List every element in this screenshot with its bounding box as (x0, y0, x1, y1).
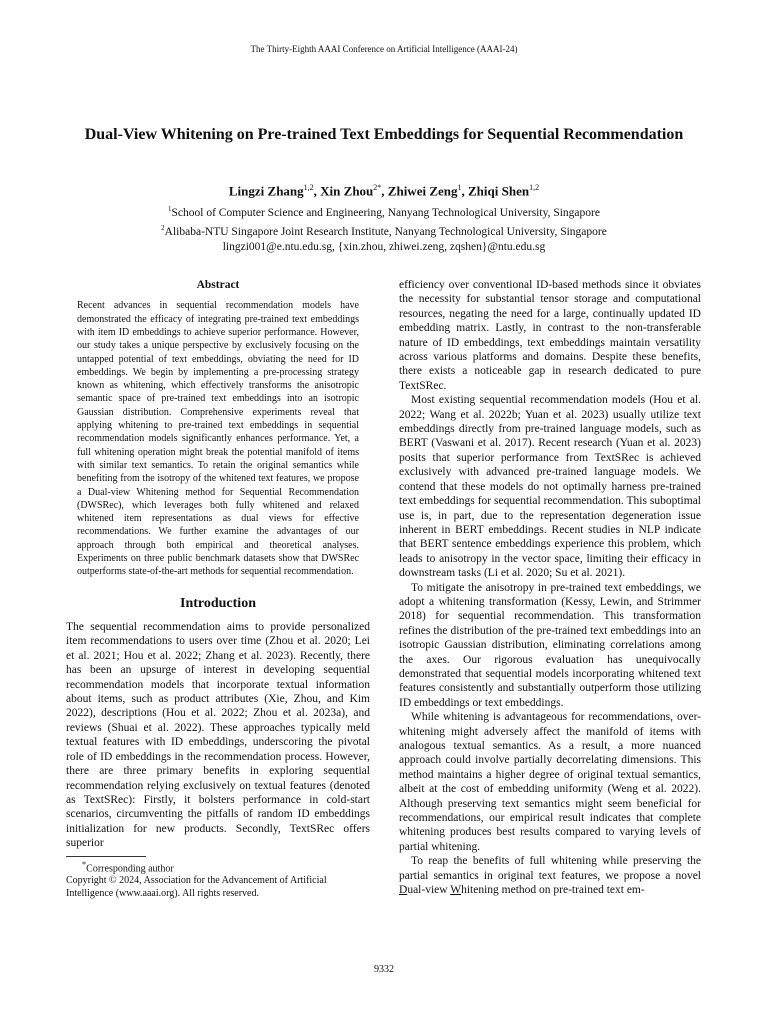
left-column (66, 278, 370, 900)
affiliation-1: $^1$School of Computer Science and Engineering, Nanyang Technological University, Singapore (168, 205, 600, 219)
affiliation-2: $^2$Alibaba-NTU Singapore Joint Research Institute, Nanyang Technological University, Singapore (161, 223, 607, 238)
footnote (66, 859, 370, 901)
intro-paragraph: To reap the benefits of full whitening while preserving the partial semantics in original text features, we propose a novel Dual-view Whitening method on pre-trained text em- (399, 855, 701, 897)
author-list: Lingzi Zhang$^{1,2}$, Xin Zhou$^{2*}$, Zhiwei Zeng$^1$, Zhiqi Shen$^{1,2}$ (228, 183, 540, 199)
intro-paragraph: Most existing sequential recommendation models (Hou et al. 2022; Wang et al. 2022b; Yuan et al. 2023) usually utilize text embeddings directly from pre-trained language models, such as BERT (Vaswani et al. 2017). Recent research (Yuan et al. 2023) posits that superior performance from TextSRec is achieved exclusively with advanced pre-trained language models. We contend that these models do not optimally harness pre-trained text embeddings for sequential recommendation. This suboptimal use is, in part, due to the representation degeneration issue inherent in BERT embeddings. Recent studies in NLP indicate that BERT sentence embeddings experience this problem, which leads to anisotropy in the vector space, limiting their efficacy in downstream tasks (Li et al. 2020; Su et al. 2021). (399, 394, 701, 580)
right-column (399, 278, 701, 897)
author-name: Zhiqi Shen (468, 183, 530, 199)
intro-paragraph: The sequential recommendation aims to provide personalized item recommendations to users over time (Zhou et al. 2020; Lei et al. 2021; Hou et al. 2022; Zhang et al. 2023). Recently, there has been an upsurge of interest in developing sequential recommendation models that incorporate textual information about items, such as product attributes (Xie, Zhou, and Kim 2022), descriptions (Hou et al. 2022; Zhou et al. 2023a), and reviews (Shuai et al. 2022). These approaches typically meld textual features with ID embeddings, underscoring the pivotal role of ID embeddings in the recommendation process. However, there are three primary benefits in exploring sequential recommendation relying exclusively on textual features (denoted as TextSRec): Firstly, it bolsters performance in cold-start scenarios, circumventing the pitfalls of random ID embeddings initialization for new products. Secondly, TextSRec offers superior (66, 621, 370, 850)
affiliations (0, 202, 768, 255)
abstract-text: Recent advances in sequential recommendation models have demonstrated the efficacy of integrating pre-trained text embeddings with item ID embeddings to achieve superior performance. However, our study takes a unique perspective by exclusively focusing on the untapped potential of text embeddings, obviating the need for ID embeddings. We begin by implementing a pre-processing strategy known as whitening, which effectively transforms the anisotropic semantic space of pre-trained text embeddings into an isotropic Gaussian distribution. Comprehensive experiments reveal that applying whitening to pre-trained text embeddings in sequential recommendation models significantly enhances performance. Yet, a full whitening operation might break the potential manifold of items with similar text semantics. To retain the original semantics while benefiting from the isotropy of the whitened text features, we propose a Dual-view Whitening method for Sequential Recommendation (DWSRec), which leverages both fully whitened and relaxed whitened item representations as dual views for effective recommendations. We further examine the advantages of our approach through both empirical and theoretical analyses. Experiments on three public benchmark datasets show that DWSRec outperforms state-of-the-art methods for sequential recommendation. (77, 300, 359, 578)
intro-paragraph: efficiency over conventional ID-based methods since it obviates the necessity for substantial tensor storage and computational resources, negating the need for a large, continually updated ID embedding matrix. Lastly, in contrast to the non-transferable nature of ID embeddings, text embeddings maintain versatility across various platforms and domains. Despite these benefits, there exists a noticeable gap in research dedicated to pure TextSRec. (399, 279, 701, 392)
conference-header: The Thirty-Eighth AAAI Conference on Artificial Intelligence (AAAI-24) (250, 44, 518, 54)
introduction-heading: Introduction (180, 595, 256, 611)
corresponding-author-note: *Corresponding author (82, 859, 174, 874)
author-affil-mark: 1 (457, 183, 462, 192)
intro-paragraph: To mitigate the anisotropy in pre-trained text embeddings, we adopt a whitening transformation (Kessy, Lewin, and Strimmer 2018) for sequential recommendation. This transformation refines the distribution of the pre-trained text embeddings into an isotropic Gaussian distribution, eliminating correlations among the axes. Our rigorous evaluation has unequivocally demonstrated that sequential models incorporating whitened text features consistently and substantially outperform those utilizing ID embeddings or text embeddings. (399, 581, 701, 709)
copyright-notice: Copyright © 2024, Association for the Advancement of Artificial Intelligence (www.aaai.org). All rights reserved. (66, 875, 327, 899)
author-emails: lingzi001@e.ntu.edu.sg, {xin.zhou, zhiwei.zeng, zqshen}@ntu.edu.sg (222, 240, 546, 253)
author-affil-mark: 1,2 (303, 183, 314, 192)
abstract-heading: Abstract (196, 279, 240, 291)
intro-paragraph: While whitening is advantageous for recommendations, over-whitening might adversely affect the manifold of items with analogous textual semantics. As a result, a more nuanced approach could involve partially decorrelating dimensions. This method maintains a higher degree of original textual semantics, albeit at the cost of embedding uniformity (Weng et al. 2022). Although preserving text semantics might seem beneficial for recommendations, our empirical result indicates that complete whitening produces best results compared to varying levels of partial whitening. (399, 711, 701, 853)
author-name: Lingzi Zhang (228, 183, 304, 199)
paper-title: Dual-View Whitening on Pre-trained Text Embeddings for Sequential Recommendation (84, 126, 684, 143)
author-name: Xin Zhou (320, 183, 374, 199)
footnote-rule (66, 856, 146, 857)
abstract-body (66, 299, 370, 578)
author-affil-mark: 1,2 (529, 183, 540, 192)
author-affil-mark: 2* (373, 183, 382, 192)
author-name: Zhiwei Zeng (387, 183, 458, 199)
page-number: 9332 (374, 964, 394, 975)
